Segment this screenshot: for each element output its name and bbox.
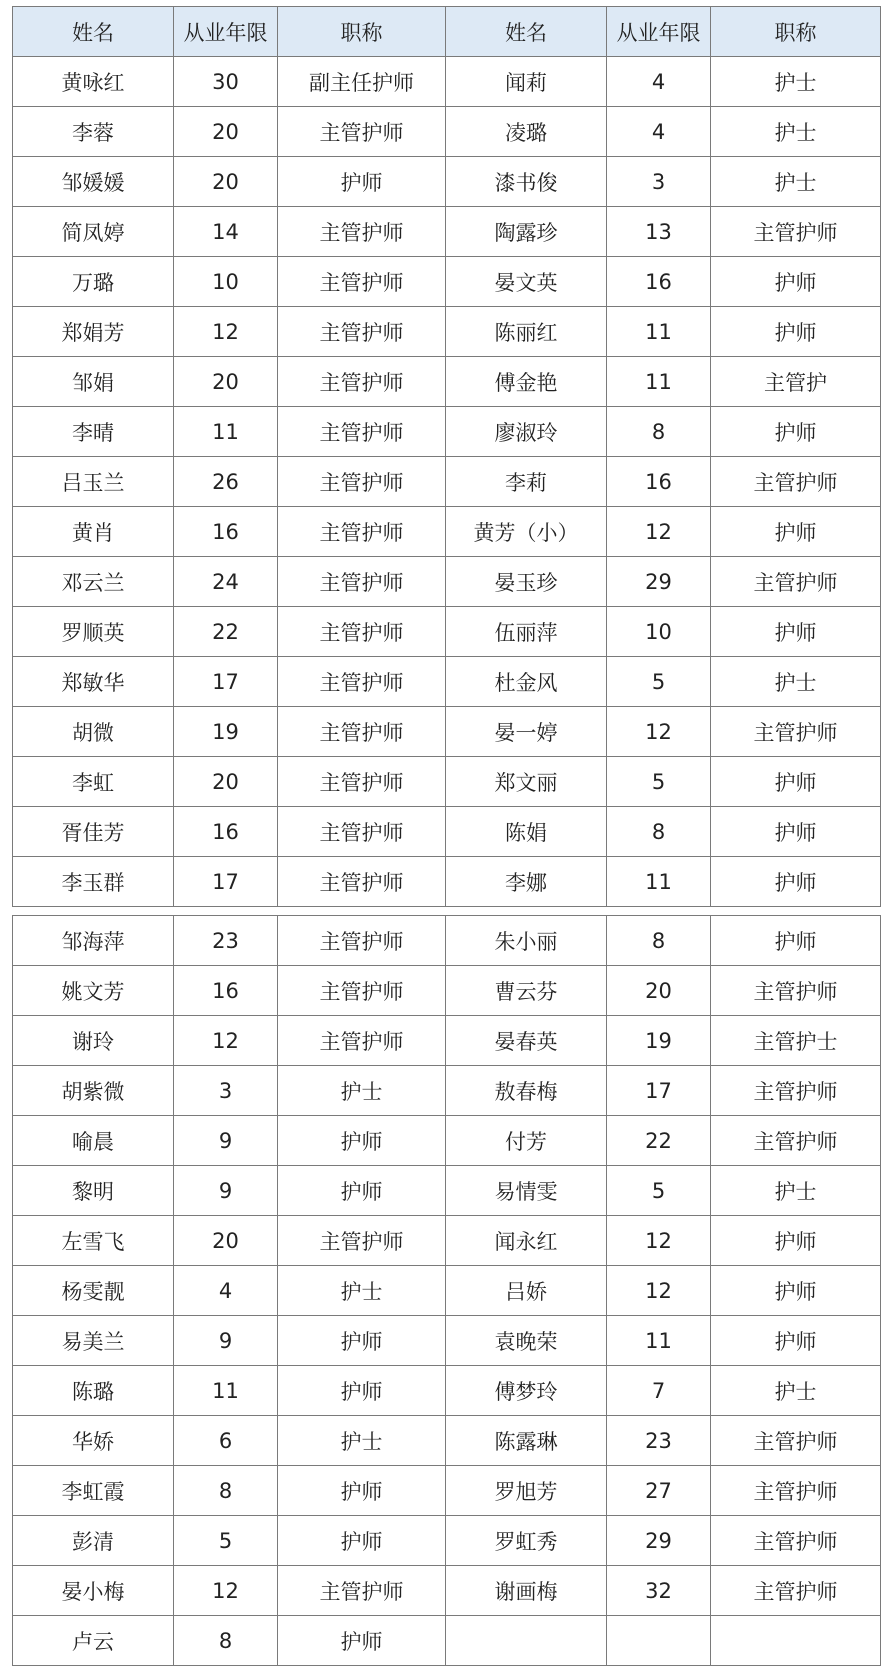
cell-years: 16: [607, 257, 711, 307]
table-row: [13, 1066, 881, 1116]
cell-title: 护师: [278, 1466, 446, 1516]
table-row: [13, 857, 881, 907]
cell-title: 主管护师: [278, 1566, 446, 1616]
cell-years: 9: [174, 1316, 278, 1366]
table-row: [13, 1566, 881, 1616]
header-row: [13, 7, 881, 57]
cell-name: 万璐: [13, 257, 174, 307]
table-row: [13, 1266, 881, 1316]
cell-years: 24: [174, 557, 278, 607]
cell-name: 杨雯靓: [13, 1266, 174, 1316]
cell-name: 邹媛媛: [13, 157, 174, 207]
cell-title: 主管护师: [711, 707, 881, 757]
cell-name: 邓云兰: [13, 557, 174, 607]
table-body: [13, 57, 881, 907]
table-row: [13, 1016, 881, 1066]
cell-name: 郑敏华: [13, 657, 174, 707]
table-row: [13, 457, 881, 507]
cell-name: 傅梦玲: [446, 1366, 607, 1416]
cell-years: 17: [174, 857, 278, 907]
cell-title: 主管护士: [711, 1016, 881, 1066]
table-row: [13, 407, 881, 457]
cell-years: 8: [607, 916, 711, 966]
cell-years: 8: [174, 1616, 278, 1666]
cell-title: 护师: [278, 1116, 446, 1166]
cell-title: 主管护师: [278, 757, 446, 807]
table-row: [13, 657, 881, 707]
cell-years: 10: [174, 257, 278, 307]
cell-title: 护师: [278, 1616, 446, 1666]
cell-name: 罗虹秀: [446, 1516, 607, 1566]
cell-years: 9: [174, 1116, 278, 1166]
cell-name: 傅金艳: [446, 357, 607, 407]
cell-name: 廖淑玲: [446, 407, 607, 457]
header-name: 姓名: [13, 7, 174, 57]
cell-name: 李晴: [13, 407, 174, 457]
table-row: [13, 1216, 881, 1266]
cell-name: 喻晨: [13, 1116, 174, 1166]
cell-name: 胡紫微: [13, 1066, 174, 1116]
cell-years: 20: [174, 1216, 278, 1266]
cell-years: 5: [607, 1166, 711, 1216]
table-row: [13, 207, 881, 257]
cell-name: 晏小梅: [13, 1566, 174, 1616]
cell-years: 14: [174, 207, 278, 257]
cell-title: 主管护师: [711, 1066, 881, 1116]
cell-name: 陈娟: [446, 807, 607, 857]
cell-name: 陈露琳: [446, 1416, 607, 1466]
cell-name: 简凤婷: [13, 207, 174, 257]
cell-name: 晏文英: [446, 257, 607, 307]
cell-title: 主管护师: [278, 1216, 446, 1266]
cell-years: 9: [174, 1166, 278, 1216]
cell-title: 主管护师: [278, 507, 446, 557]
table-row: [13, 357, 881, 407]
cell-years: 3: [174, 1066, 278, 1116]
table-row: [13, 807, 881, 857]
table-row: [13, 1366, 881, 1416]
cell-years: 19: [174, 707, 278, 757]
cell-years: 30: [174, 57, 278, 107]
cell-years: 29: [607, 1516, 711, 1566]
cell-years: [607, 1616, 711, 1666]
cell-title: 主管护师: [278, 807, 446, 857]
cell-name: 谢画梅: [446, 1566, 607, 1616]
table-row: [13, 607, 881, 657]
cell-years: 20: [174, 107, 278, 157]
cell-years: 11: [607, 857, 711, 907]
cell-name: 陈丽红: [446, 307, 607, 357]
cell-name: 罗顺英: [13, 607, 174, 657]
cell-title: 主管护师: [278, 357, 446, 407]
cell-years: 17: [607, 1066, 711, 1116]
table-row: [13, 157, 881, 207]
cell-years: 6: [174, 1416, 278, 1466]
cell-name: 晏玉珍: [446, 557, 607, 607]
table-row: [13, 916, 881, 966]
cell-name: 敖春梅: [446, 1066, 607, 1116]
cell-title: 主管护师: [711, 1466, 881, 1516]
cell-years: 11: [607, 1316, 711, 1366]
cell-name: 袁晚荣: [446, 1316, 607, 1366]
cell-title: 护士: [711, 657, 881, 707]
table-row: [13, 1416, 881, 1466]
cell-years: 7: [607, 1366, 711, 1416]
table-row: [13, 1616, 881, 1666]
cell-years: 11: [174, 407, 278, 457]
cell-name: 李虹霞: [13, 1466, 174, 1516]
table-row: [13, 107, 881, 157]
cell-title: 主管护师: [278, 207, 446, 257]
staff-table-2: [12, 915, 881, 1666]
table-row: [13, 257, 881, 307]
table-row: [13, 307, 881, 357]
cell-name: 易美兰: [13, 1316, 174, 1366]
cell-title: 护师: [711, 1216, 881, 1266]
cell-years: 12: [174, 1566, 278, 1616]
cell-years: 11: [174, 1366, 278, 1416]
cell-years: 4: [607, 107, 711, 157]
header-years: 从业年限: [174, 7, 278, 57]
cell-title: 护师: [711, 407, 881, 457]
cell-name: 陶露珍: [446, 207, 607, 257]
cell-name: 李娜: [446, 857, 607, 907]
cell-title: 护师: [278, 1516, 446, 1566]
cell-name: 闻莉: [446, 57, 607, 107]
cell-name: 吕娇: [446, 1266, 607, 1316]
cell-years: 11: [607, 357, 711, 407]
cell-years: 12: [607, 1266, 711, 1316]
cell-title: 护师: [711, 807, 881, 857]
cell-title: 主管护师: [711, 1116, 881, 1166]
cell-name: 伍丽萍: [446, 607, 607, 657]
cell-name: 邹娟: [13, 357, 174, 407]
cell-name: 彭清: [13, 1516, 174, 1566]
cell-title: 护师: [711, 916, 881, 966]
cell-title: 护士: [711, 107, 881, 157]
cell-years: 16: [174, 807, 278, 857]
cell-title: 护师: [711, 857, 881, 907]
cell-years: 16: [174, 966, 278, 1016]
cell-title: 主管护师: [711, 207, 881, 257]
cell-title: 护士: [711, 157, 881, 207]
cell-years: 20: [607, 966, 711, 1016]
cell-title: 主管护师: [711, 1416, 881, 1466]
cell-title: 护师: [278, 1316, 446, 1366]
cell-name: 胡微: [13, 707, 174, 757]
cell-title: 主管护师: [278, 407, 446, 457]
cell-name: 漆书俊: [446, 157, 607, 207]
table-row: [13, 757, 881, 807]
header-title: 职称: [278, 7, 446, 57]
cell-title: 主管护师: [711, 557, 881, 607]
table-row: [13, 557, 881, 607]
cell-title: 主管护师: [278, 1016, 446, 1066]
cell-name: 黄芳（小）: [446, 507, 607, 557]
cell-title: 护师: [711, 1266, 881, 1316]
cell-name: 黄咏红: [13, 57, 174, 107]
cell-name: 晏一婷: [446, 707, 607, 757]
table-row: [13, 1166, 881, 1216]
cell-name: 左雪飞: [13, 1216, 174, 1266]
cell-title: 主管护师: [278, 557, 446, 607]
cell-years: 22: [607, 1116, 711, 1166]
cell-title: 主管护师: [278, 457, 446, 507]
table-row: [13, 507, 881, 557]
cell-name: 杜金风: [446, 657, 607, 707]
cell-years: 12: [174, 307, 278, 357]
table-row: [13, 1116, 881, 1166]
cell-name: 黄肖: [13, 507, 174, 557]
cell-name: 胥佳芳: [13, 807, 174, 857]
cell-name: 曹云芬: [446, 966, 607, 1016]
cell-name: 罗旭芳: [446, 1466, 607, 1516]
cell-name: 谢玲: [13, 1016, 174, 1066]
cell-title: 护士: [711, 1366, 881, 1416]
cell-title: 护士: [278, 1266, 446, 1316]
cell-name: 付芳: [446, 1116, 607, 1166]
cell-title: 护师: [711, 607, 881, 657]
table-row: [13, 966, 881, 1016]
table-row: [13, 1466, 881, 1516]
cell-title: 副主任护师: [278, 57, 446, 107]
cell-title: 主管护师: [278, 916, 446, 966]
table-header: [13, 7, 881, 57]
header-name: 姓名: [446, 7, 607, 57]
cell-name: 李莉: [446, 457, 607, 507]
cell-title: 主管护师: [711, 1516, 881, 1566]
cell-years: 23: [174, 916, 278, 966]
cell-name: 凌璐: [446, 107, 607, 157]
cell-years: 5: [174, 1516, 278, 1566]
cell-years: 8: [174, 1466, 278, 1516]
cell-title: 护士: [278, 1416, 446, 1466]
cell-title: 护师: [278, 157, 446, 207]
cell-title: 主管护师: [278, 657, 446, 707]
cell-years: 11: [607, 307, 711, 357]
cell-name: 李虹: [13, 757, 174, 807]
cell-name: 邹海萍: [13, 916, 174, 966]
cell-title: 护师: [711, 1316, 881, 1366]
cell-name: 郑娟芳: [13, 307, 174, 357]
cell-years: 23: [607, 1416, 711, 1466]
cell-years: 4: [174, 1266, 278, 1316]
cell-title: 主管护师: [278, 857, 446, 907]
cell-title: 主管护师: [278, 257, 446, 307]
cell-years: 8: [607, 407, 711, 457]
cell-years: 27: [607, 1466, 711, 1516]
table-row: [13, 57, 881, 107]
table-row: [13, 1316, 881, 1366]
cell-years: 17: [174, 657, 278, 707]
cell-name: 易情雯: [446, 1166, 607, 1216]
cell-title: 主管护师: [711, 457, 881, 507]
cell-years: 12: [607, 1216, 711, 1266]
cell-title: 护士: [711, 1166, 881, 1216]
cell-title: 主管护师: [278, 307, 446, 357]
cell-years: 20: [174, 157, 278, 207]
cell-title: 护士: [278, 1066, 446, 1116]
cell-years: 8: [607, 807, 711, 857]
cell-years: 5: [607, 657, 711, 707]
cell-title: 主管护师: [278, 966, 446, 1016]
cell-name: 姚文芳: [13, 966, 174, 1016]
cell-name: 陈璐: [13, 1366, 174, 1416]
cell-name: [446, 1616, 607, 1666]
cell-years: 22: [174, 607, 278, 657]
cell-title: [711, 1616, 881, 1666]
cell-years: 12: [607, 707, 711, 757]
cell-title: 护师: [711, 307, 881, 357]
cell-years: 26: [174, 457, 278, 507]
cell-name: 郑文丽: [446, 757, 607, 807]
cell-name: 卢云: [13, 1616, 174, 1666]
header-years: 从业年限: [607, 7, 711, 57]
header-title: 职称: [711, 7, 881, 57]
table-row: [13, 707, 881, 757]
cell-years: 12: [174, 1016, 278, 1066]
cell-title: 护师: [711, 507, 881, 557]
cell-years: 3: [607, 157, 711, 207]
cell-years: 10: [607, 607, 711, 657]
cell-years: 13: [607, 207, 711, 257]
table-row: [13, 1516, 881, 1566]
cell-name: 华娇: [13, 1416, 174, 1466]
cell-years: 5: [607, 757, 711, 807]
cell-name: 晏春英: [446, 1016, 607, 1066]
cell-title: 主管护师: [711, 1566, 881, 1616]
cell-name: 黎明: [13, 1166, 174, 1216]
table-body: [13, 916, 881, 1666]
cell-title: 护士: [711, 57, 881, 107]
cell-name: 李玉群: [13, 857, 174, 907]
cell-title: 主管护师: [711, 966, 881, 1016]
cell-years: 20: [174, 357, 278, 407]
cell-name: 朱小丽: [446, 916, 607, 966]
cell-years: 20: [174, 757, 278, 807]
cell-title: 主管护师: [278, 607, 446, 657]
cell-years: 19: [607, 1016, 711, 1066]
cell-years: 16: [174, 507, 278, 557]
cell-title: 主管护: [711, 357, 881, 407]
cell-name: 闻永红: [446, 1216, 607, 1266]
cell-title: 护师: [278, 1366, 446, 1416]
cell-name: 吕玉兰: [13, 457, 174, 507]
cell-title: 护师: [711, 757, 881, 807]
cell-years: 32: [607, 1566, 711, 1616]
cell-title: 主管护师: [278, 107, 446, 157]
staff-table-1: [12, 6, 881, 907]
cell-title: 护师: [278, 1166, 446, 1216]
cell-years: 12: [607, 507, 711, 557]
cell-years: 4: [607, 57, 711, 107]
cell-title: 护师: [711, 257, 881, 307]
cell-years: 16: [607, 457, 711, 507]
cell-years: 29: [607, 557, 711, 607]
cell-name: 李蓉: [13, 107, 174, 157]
cell-title: 主管护师: [278, 707, 446, 757]
